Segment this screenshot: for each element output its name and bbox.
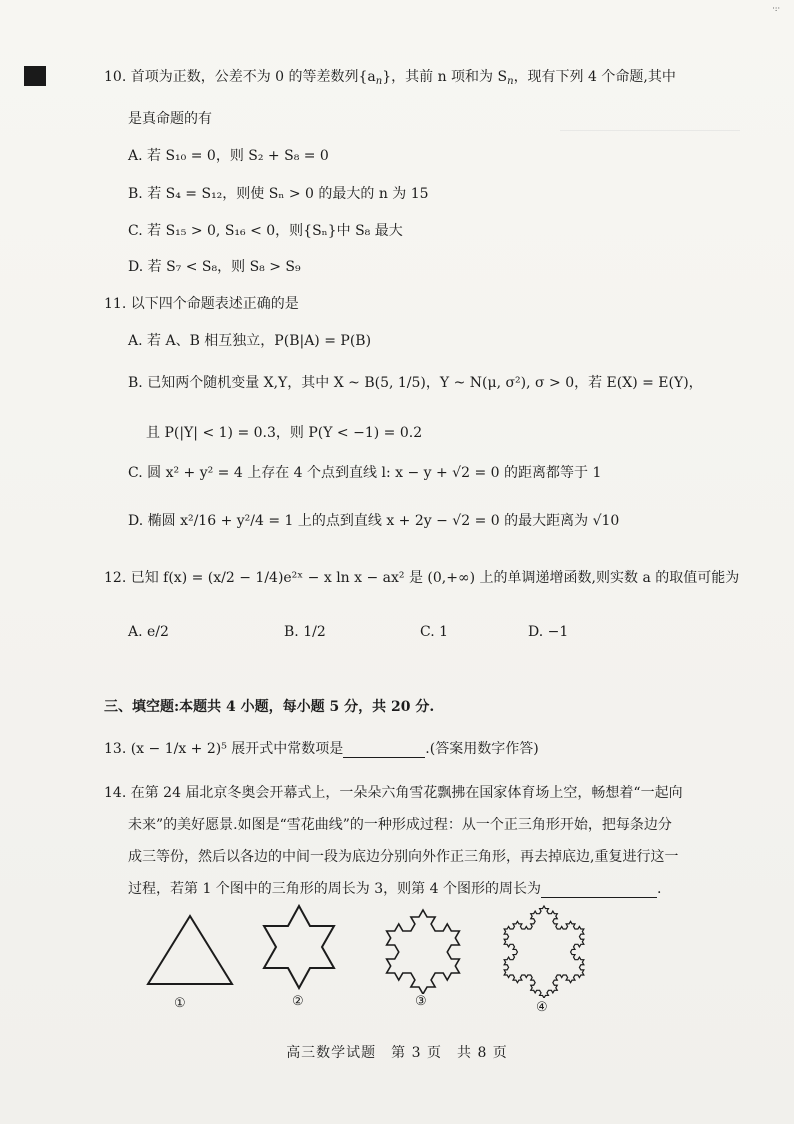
figure-4-caption: ④ xyxy=(536,1000,548,1015)
q10-stem: 10. 首项为正数，公差不为 0 的等差数列$\{a_n\}$，其前 n 项和为 $S_n$，现有下列 4 个命题,其中 xyxy=(104,69,676,87)
q11-option-a: A. 若 A、B 相互独立，P(B|A) = P(B) xyxy=(128,333,372,349)
q12-option-a: A. e/2 xyxy=(128,624,169,640)
corner-mark xyxy=(24,66,46,86)
section-3-heading: 三、填空题:本题共 4 小题，每小题 5 分，共 20 分. xyxy=(104,699,435,715)
q13-answer-blank[interactable] xyxy=(343,743,425,758)
figure-2-star xyxy=(258,902,340,992)
q14-line-4: 过程，若第 1 个图中的三角形的周长为 3，则第 4 个图形的周长为 . xyxy=(128,881,662,897)
q13 xyxy=(104,738,539,758)
q12-stem: 12. 已知 f(x) = (x/2 − 1/4)e²ˣ − x ln x − ax² 是 (0,+∞) 上的单调递增函数,则实数 a 的取值可能为 xyxy=(104,570,740,586)
figure-3-caption: ③ xyxy=(415,994,427,1009)
figure-1-triangle xyxy=(140,910,240,990)
q14-line-3: 成三等份，然后以各边的中间一段为底边分别向外作正三角形，再去掉底边,重复进行这一 xyxy=(128,849,679,865)
figure-2-caption: ② xyxy=(292,994,304,1009)
q10-option-a: A. 若 S₁₀ = 0，则 S₂ + S₈ = 0 xyxy=(128,148,329,164)
q12-option-c: C. 1 xyxy=(420,624,449,640)
q10-option-c: C. 若 S₁₅ > 0, S₁₆ < 0，则{Sₙ}中 S₈ 最大 xyxy=(128,223,403,239)
q12-option-d: D. −1 xyxy=(528,624,569,640)
figure-3-koch xyxy=(380,902,466,994)
q12-option-b: B. 1/2 xyxy=(284,624,326,640)
q13-note: .(答案用数字作答) xyxy=(425,741,539,757)
q11-stem: 11. 以下四个命题表述正确的是 xyxy=(104,296,299,312)
corner-dots: ·:· xyxy=(772,4,780,13)
q10-option-b: B. 若 S₄ = S₁₂，则使 Sₙ > 0 的最大的 n 为 15 xyxy=(128,186,429,202)
q14-line-2: 未来”的美好愿景.如图是“雪花曲线”的一种形成过程：从一个正三角形开始，把每条边分 xyxy=(128,817,672,833)
q10-option-d: D. 若 S₇ < S₈，则 S₈ > S₉ xyxy=(128,259,301,275)
q11-option-b: B. 已知两个随机变量 X,Y，其中 X ~ B(5, 1/5)，Y ~ N(μ, σ²), σ > 0，若 E(X) = E(Y)， xyxy=(128,375,703,391)
q14-line-4-text: 过程，若第 1 个图中的三角形的周长为 3，则第 4 个图形的周长为 xyxy=(128,881,541,897)
q14-answer-blank[interactable] xyxy=(541,883,657,898)
page-footer: 高三数学试题 第 3 页 共 8 页 xyxy=(286,1045,508,1061)
q11-option-b-cont: 且 P(|Y| < 1) = 0.3，则 P(Y < −1) = 0.2 xyxy=(146,425,423,441)
figure-4-koch xyxy=(496,898,592,998)
q11-option-c: C. 圆 x² + y² = 4 上存在 4 个点到直线 l: x − y + √2 = 0 的距离都等于 1 xyxy=(128,465,602,481)
bleed-through xyxy=(560,130,740,191)
q13-text: 13. (x − 1/x + 2)⁵ 展开式中常数项是 xyxy=(104,741,344,757)
figure-1-caption: ① xyxy=(174,996,186,1011)
q11-option-d: D. 椭圆 x²/16 + y²/4 = 1 上的点到直线 x + 2y − √2 = 0 的最大距离为 √10 xyxy=(128,513,620,529)
q10-stem-cont: 是真命题的有 xyxy=(128,111,212,127)
q14-line-1: 14. 在第 24 届北京冬奥会开幕式上，一朵朵六角雪花飘拂在国家体育场上空，畅想着“一起向 xyxy=(104,785,683,801)
